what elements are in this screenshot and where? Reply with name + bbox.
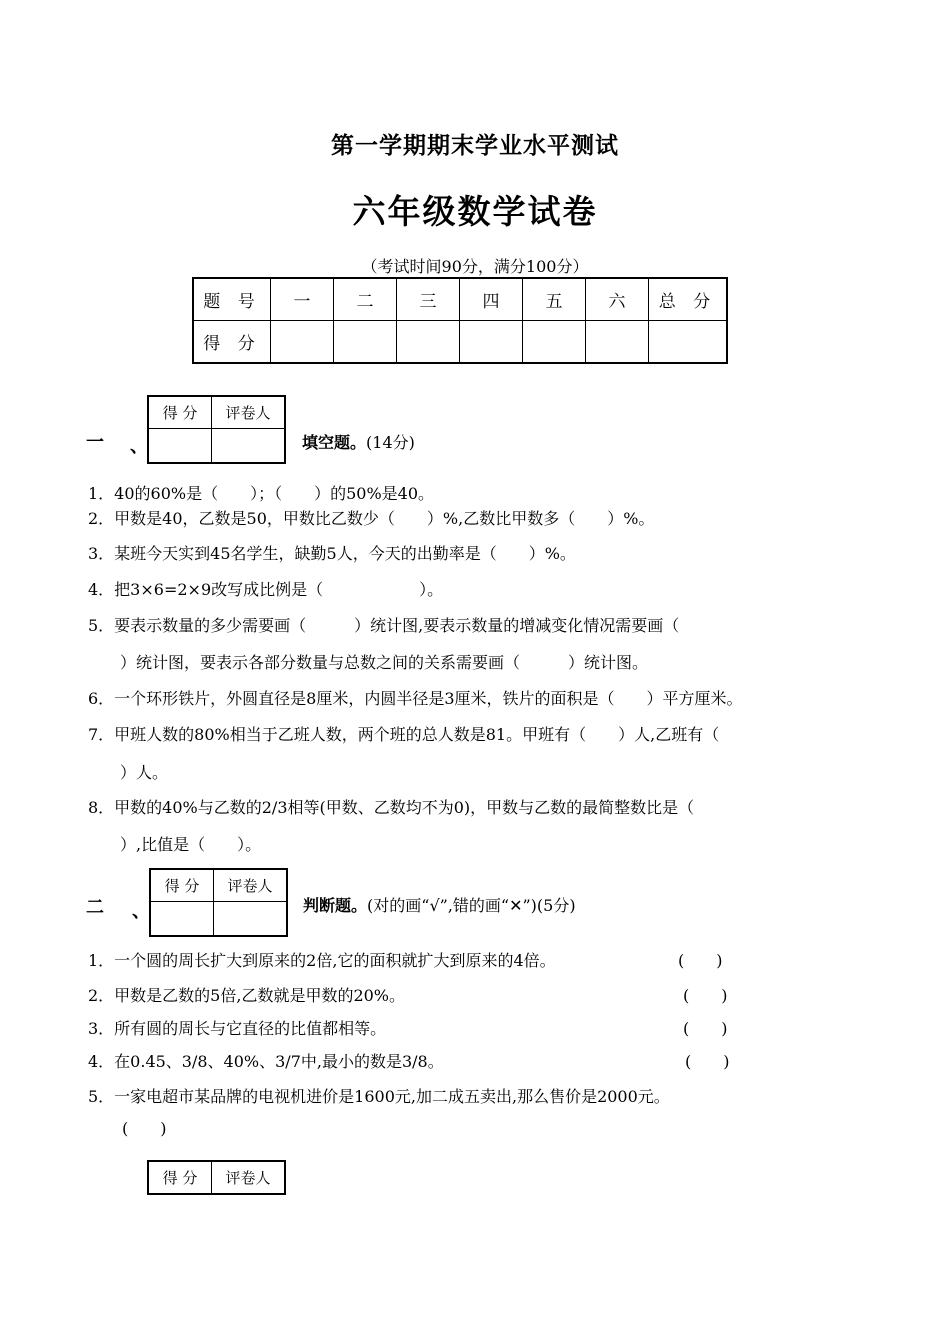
- question-1-5-cont: ）统计图，要表示各部分数量与总数之间的关系需要画（ ）统计图。: [120, 653, 649, 672]
- table-header-cell: 六: [586, 278, 649, 321]
- grader-name-cell: [212, 429, 286, 464]
- score-cell: [397, 321, 460, 364]
- exam-note: （考试时间90分，满分100分）: [361, 257, 589, 276]
- section-2-heading: [303, 893, 576, 916]
- question-1-7: 7．甲班人数的80%相当于乙班人数，两个班的总人数是81。甲班有（ ）人,乙班有（: [88, 725, 720, 744]
- grader-box-3: [147, 1160, 286, 1195]
- grader-name-label: 评卷人: [212, 1161, 286, 1194]
- table-header-cell: 四: [460, 278, 523, 321]
- grader-name-cell: [214, 902, 288, 937]
- answer-blank: ( ): [685, 1052, 730, 1071]
- section-1-number: 一: [86, 432, 104, 453]
- question-2-5: 5．一家电超市某品牌的电视机进价是1600元,加二成五卖出,那么售价是2000元。: [88, 1087, 670, 1106]
- answer-blank: ( ): [683, 1019, 728, 1038]
- score-cell: [523, 321, 586, 364]
- question-2-3: 3．所有圆的周长与它直径的比值都相等。: [88, 1019, 387, 1038]
- section-2-number: 二: [86, 897, 104, 918]
- section-2-separator: 、: [132, 901, 150, 922]
- section-1-heading: [302, 430, 415, 453]
- table-header-cell: 二: [334, 278, 397, 321]
- grader-score-cell: [148, 429, 212, 464]
- table-header-cell: 五: [523, 278, 586, 321]
- question-1-8: 8．甲数的40%与乙数的2/3相等(甲数、乙数均不为0)，甲数与乙数的最简整数比是（: [88, 798, 695, 817]
- question-1-8-cont: ）,比值是（ ）。: [120, 835, 262, 854]
- table-header-cell: 总 分: [649, 278, 728, 321]
- question-1-4: 4．把3×6=2×9改写成比例是（ ）。: [88, 580, 444, 599]
- question-1-3: 3．某班今天实到45名学生，缺勤5人，今天的出勤率是（ ）%。: [88, 544, 576, 563]
- question-1-6: 6．一个环形铁片，外圆直径是8厘米，内圆半径是3厘米，铁片的面积是（ ）平方厘米。: [88, 689, 743, 708]
- grader-name-label: 评卷人: [212, 396, 286, 429]
- grader-score-label: 得 分: [148, 396, 212, 429]
- score-row-label: 得 分: [193, 321, 271, 364]
- exam-title: 六年级数学试卷: [352, 192, 598, 231]
- section-2-points: (对的画“√”,错的画“✕”)(5分): [367, 896, 576, 915]
- grader-box-2: [149, 868, 288, 937]
- section-2-name: 判断题。: [303, 896, 368, 915]
- table-header-cell: 题 号: [193, 278, 271, 321]
- question-1-1: 1．40的60%是（ ）；（ ）的50%是40。: [88, 484, 435, 503]
- score-cell: [334, 321, 397, 364]
- score-cell: [460, 321, 523, 364]
- score-cell: [586, 321, 649, 364]
- question-1-5: 5．要表示数量的多少需要画（ ）统计图,要表示数量的增减变化情况需要画（: [88, 616, 680, 635]
- answer-blank: ( ): [678, 951, 723, 970]
- grader-score-label: 得 分: [150, 869, 214, 902]
- question-2-1: 1．一个圆的周长扩大到原来的2倍,它的面积就扩大到原来的4倍。: [88, 951, 556, 970]
- answer-blank: ( ): [683, 986, 728, 1005]
- grader-score-cell: [150, 902, 214, 937]
- question-1-7-cont: ）人。: [120, 763, 169, 782]
- table-header-cell: 三: [397, 278, 460, 321]
- score-cell: [271, 321, 334, 364]
- question-2-4: 4．在0.45、3/8、40%、3/7中,最小的数是3/8。: [88, 1052, 444, 1071]
- grader-name-label: 评卷人: [214, 869, 288, 902]
- section-1-name: 填空题。: [302, 433, 367, 452]
- question-2-2: 2．甲数是乙数的5倍,乙数就是甲数的20%。: [88, 986, 406, 1005]
- grader-score-label: 得 分: [148, 1161, 212, 1194]
- score-summary-table: [192, 277, 728, 364]
- section-1-points: (14分): [366, 433, 415, 452]
- answer-blank: ( ): [122, 1119, 167, 1138]
- grader-box-1: [147, 395, 286, 464]
- table-header-cell: 一: [271, 278, 334, 321]
- question-1-2: 2．甲数是40，乙数是50，甲数比乙数少（ ）%,乙数比甲数多（ ）%。: [88, 509, 655, 528]
- exam-subtitle: 第一学期期末学业水平测试: [331, 132, 619, 159]
- score-cell: [649, 321, 728, 364]
- section-1-separator: 、: [130, 436, 148, 457]
